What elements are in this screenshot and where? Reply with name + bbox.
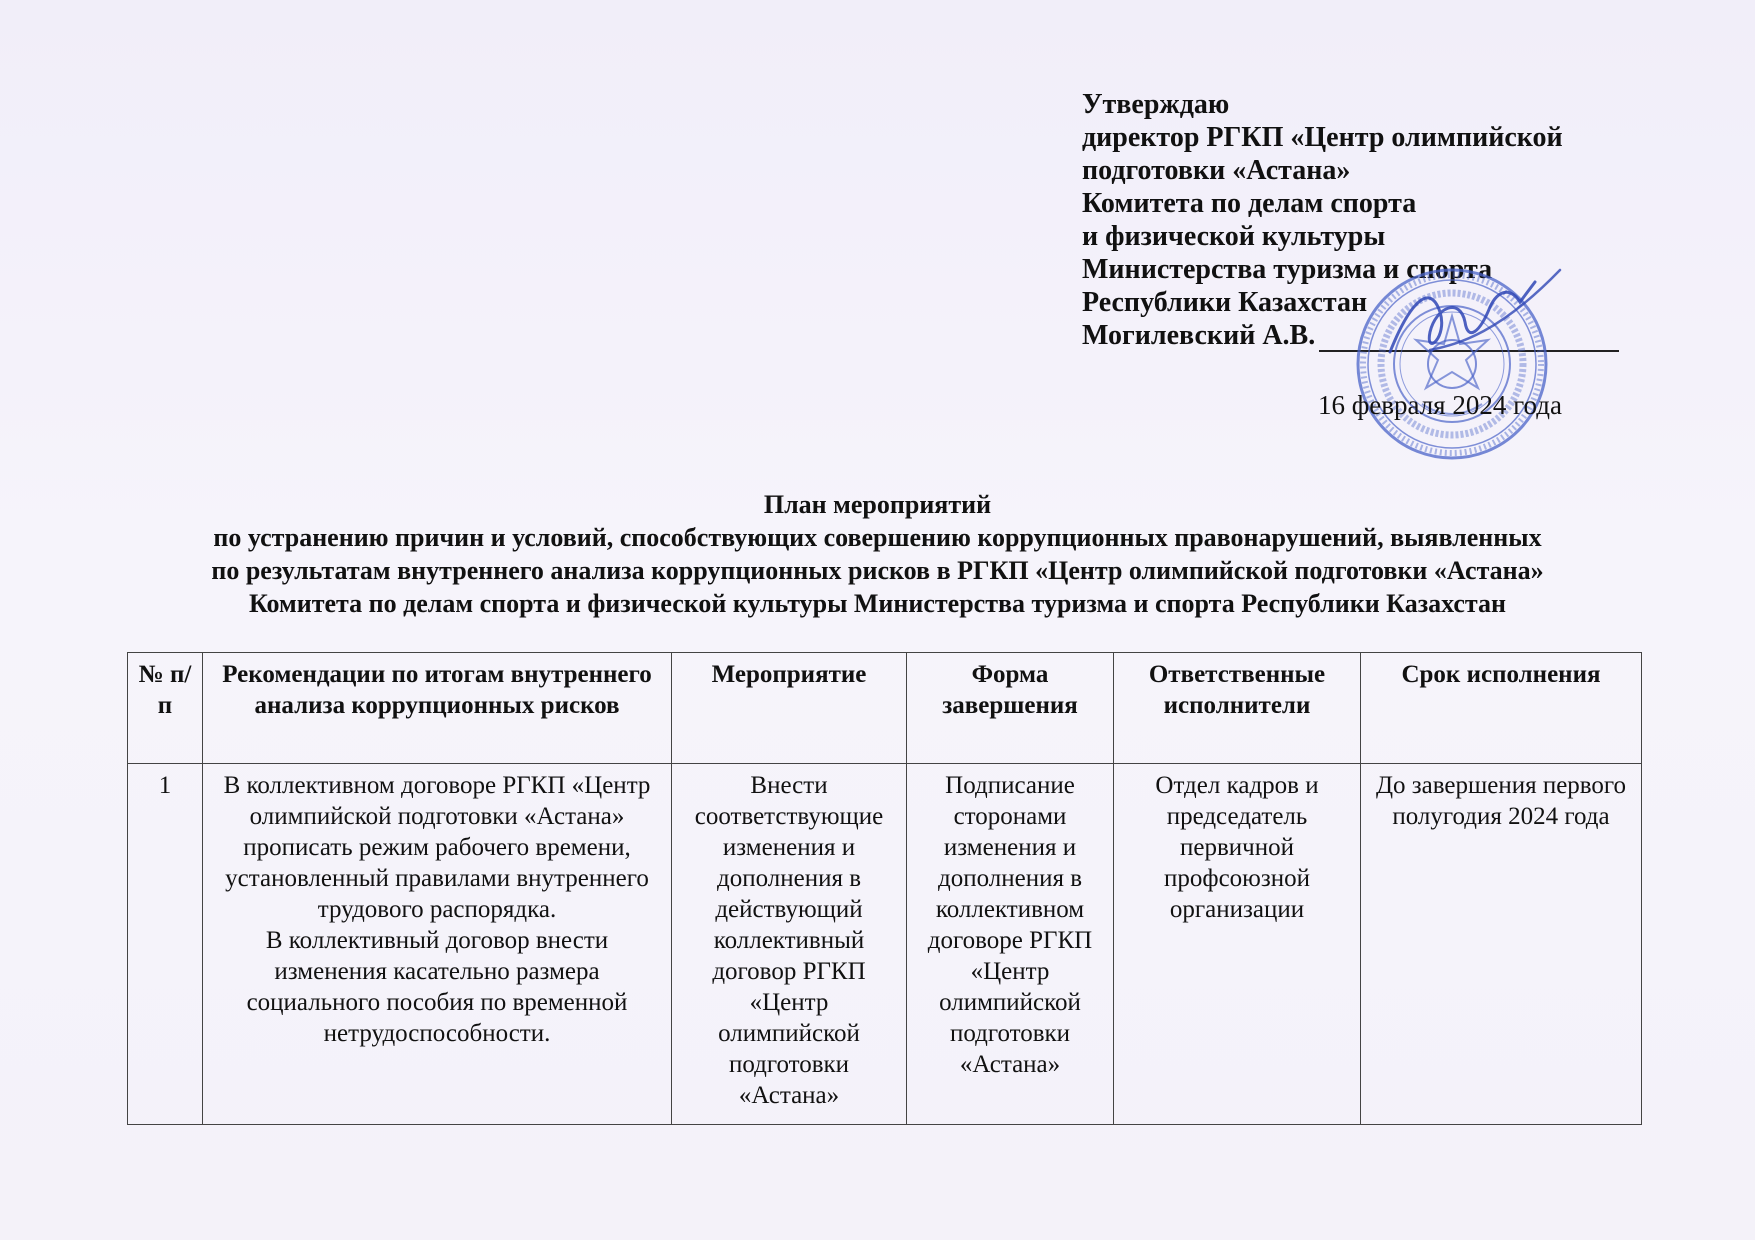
document-title	[100, 488, 1655, 620]
approval-line: Республики Казахстан	[1082, 287, 1368, 318]
cell-recommendations	[203, 764, 672, 1125]
header-deadline: Срок исполнения	[1361, 653, 1642, 764]
header-form: Форма завершения	[907, 653, 1114, 764]
header-num: № п/п	[128, 653, 203, 764]
approval-line: подготовки «Астана»	[1082, 155, 1351, 186]
cell-num: 1	[128, 764, 203, 1125]
approval-heading: Утверждаю	[1082, 89, 1230, 120]
handwritten-signature-icon	[1370, 262, 1570, 382]
recommendation-paragraph: В коллективном договоре РГКП «Центр олимпийской подготовки «Астана» прописать режим рабочего времени, установленный правилами внутреннего трудового распорядка.	[223, 772, 651, 923]
approval-line: директор РГКП «Центр олимпийской	[1082, 122, 1563, 153]
title-line: по результатам внутреннего анализа коррупционных рисков в РГКП «Центр олимпийской подготовки «Астана»	[211, 556, 1544, 585]
cell-responsible: Отдел кадров и председатель первичной профсоюзной организации	[1114, 764, 1361, 1125]
header-responsible: Ответственные исполнители	[1114, 653, 1361, 764]
title-line: План мероприятий	[763, 490, 992, 519]
approval-date: 16 февраля 2024 года	[1318, 390, 1562, 420]
table-row	[128, 764, 1642, 1125]
table-header-row	[128, 653, 1642, 764]
header-event: Мероприятие	[672, 653, 907, 764]
signatory-name: Могилевский А.В.	[1082, 320, 1316, 351]
cell-form: Подписание сторонами изменения и дополнения в коллективном договоре РГКП «Центр олимпийской подготовки «Астана»	[907, 764, 1114, 1125]
approval-line: Министерства туризма и спорта	[1082, 254, 1493, 285]
cell-deadline: До завершения первого полугодия 2024 года	[1361, 764, 1642, 1125]
cell-event: Внести соответствующие изменения и дополнения в действующий коллективный договор РГКП «Центр олимпийской подготовки «Астана»	[672, 764, 907, 1125]
title-line: по устранению причин и условий, способствующих совершению коррупционных правонарушений, выявленных	[213, 523, 1542, 552]
approval-line: и физической культуры	[1082, 221, 1386, 252]
header-recommendations: Рекомендации по итогам внутреннего анализа коррупционных рисков	[203, 653, 672, 764]
approval-line: Комитета по делам спорта	[1082, 188, 1417, 219]
recommendation-paragraph: В коллективный договор внести изменения касательно размера социального пособия по временной нетрудоспособности.	[246, 927, 628, 1047]
title-line: Комитета по делам спорта и физической культуры Министерства туризма и спорта Республики Казахстан	[248, 589, 1506, 618]
plan-table	[127, 652, 1642, 1125]
